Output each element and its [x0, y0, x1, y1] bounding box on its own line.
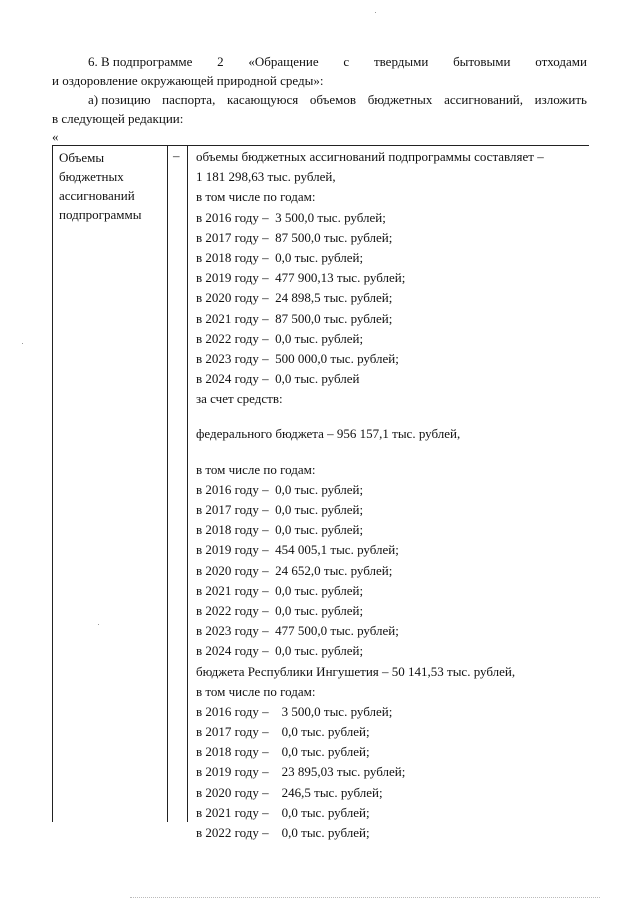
- content-line: в 2017 году – 0,0 тыс. рублей;: [196, 502, 364, 517]
- label-line: ассигнований: [59, 188, 135, 203]
- word: а) позицию: [88, 92, 151, 107]
- content-line: в 2024 году – 0,0 тыс. рублей;: [196, 643, 364, 659]
- content-line: федерального бюджета – 956 157,1 тыс. рублей,: [196, 426, 461, 442]
- content-line: бюджета Республики Ингушетия – 50 141,53 тыс. рублей,: [196, 663, 516, 679]
- content-line: в 2020 году – 24 898,5 тыс. рублей;: [196, 290, 393, 306]
- content-line: в том числе по годам:: [196, 683, 316, 699]
- word: касающуюся: [226, 92, 299, 107]
- content-line: в 2023 году – 477 500,0 тыс. рублей;: [196, 623, 399, 639]
- paragraph-6-line1: [52, 52, 587, 71]
- word: 2: [217, 54, 224, 69]
- spacer: [196, 445, 586, 460]
- word: «Обращение: [248, 54, 319, 69]
- content-line: в 2019 году – 477 900,13 тыс. рублей;: [196, 270, 406, 286]
- word: ассигнований,: [444, 92, 523, 107]
- content-line: в 2024 году – 0,0 тыс. рублей: [196, 371, 360, 387]
- content-line: объемы бюджетных ассигнований подпрограммы составляет –: [196, 149, 544, 164]
- content-line: в 2018 году – 0,0 тыс. рублей;: [196, 522, 364, 538]
- paragraph-a-line1: [52, 90, 587, 109]
- content-line: в 2017 году – 87 500,0 тыс. рублей;: [196, 229, 393, 245]
- content-line: в 2018 году – 0,0 тыс. рублей;: [196, 744, 370, 760]
- scan-artifact-line: [130, 897, 600, 900]
- word: изложить: [534, 92, 587, 107]
- content-line: в 2016 году – 3 500,0 тыс. рублей;: [196, 703, 393, 719]
- word: бюджетных: [367, 92, 433, 107]
- content-line: в 2023 году – 500 000,0 тыс. рублей;: [196, 350, 399, 366]
- word: отходами: [535, 54, 587, 69]
- content-line: в том числе по годам:: [196, 461, 316, 477]
- content-line: в 2017 году – 0,0 тыс. рублей;: [196, 724, 370, 740]
- label-line: бюджетных: [59, 169, 124, 184]
- content-line: 1 181 298,63 тыс. рублей,: [196, 169, 336, 185]
- scan-speck: [22, 343, 23, 344]
- row-content: [196, 147, 586, 843]
- word: объемов: [309, 92, 357, 107]
- column-divider: [187, 146, 188, 822]
- word: паспорта,: [162, 92, 216, 107]
- paragraph-a-line2: в следующей редакции:: [52, 111, 184, 126]
- content-line: в 2022 году – 0,0 тыс. рублей;: [196, 602, 364, 618]
- budget-table: [52, 145, 589, 840]
- word: твердыми: [373, 54, 429, 69]
- column-divider: [167, 146, 168, 822]
- content-line: в 2021 году – 87 500,0 тыс. рублей;: [196, 310, 393, 326]
- content-line: за счет средств:: [196, 391, 283, 407]
- word: бытовыми: [453, 54, 511, 69]
- content-line: в том числе по годам:: [196, 189, 316, 205]
- intro-text: [52, 52, 587, 145]
- label-line: Объемы: [59, 150, 105, 165]
- content-line: в 2020 году – 246,5 тыс. рублей;: [196, 784, 383, 800]
- row-label: [59, 148, 141, 224]
- content-line: в 2020 году – 24 652,0 тыс. рублей;: [196, 562, 393, 578]
- content-line: в 2016 году – 0,0 тыс. рублей;: [196, 481, 364, 497]
- content-line: в 2019 году – 454 005,1 тыс. рублей;: [196, 542, 399, 558]
- paragraph-6-line2: и оздоровление окружающей природной среды»:: [52, 73, 324, 88]
- content-line: в 2016 году – 3 500,0 тыс. рублей;: [196, 209, 386, 225]
- content-line: в 2021 году – 0,0 тыс. рублей;: [196, 804, 370, 820]
- spacer: [196, 409, 586, 424]
- content-line: в 2021 году – 0,0 тыс. рублей;: [196, 582, 364, 598]
- word: 6. В подпрограмме: [88, 54, 193, 69]
- scan-speck: [375, 12, 376, 13]
- content-line: в 2019 году – 23 895,03 тыс. рублей;: [196, 764, 406, 780]
- content-line: в 2018 году – 0,0 тыс. рублей;: [196, 249, 364, 265]
- content-line: в 2022 году – 0,0 тыс. рублей;: [196, 330, 364, 346]
- content-line: в 2022 году – 0,0 тыс. рублей;: [196, 825, 370, 840]
- label-line: подпрограммы: [59, 207, 142, 222]
- word: с: [343, 54, 350, 69]
- separator-dash: –: [173, 148, 180, 163]
- opening-quote: «: [52, 129, 59, 144]
